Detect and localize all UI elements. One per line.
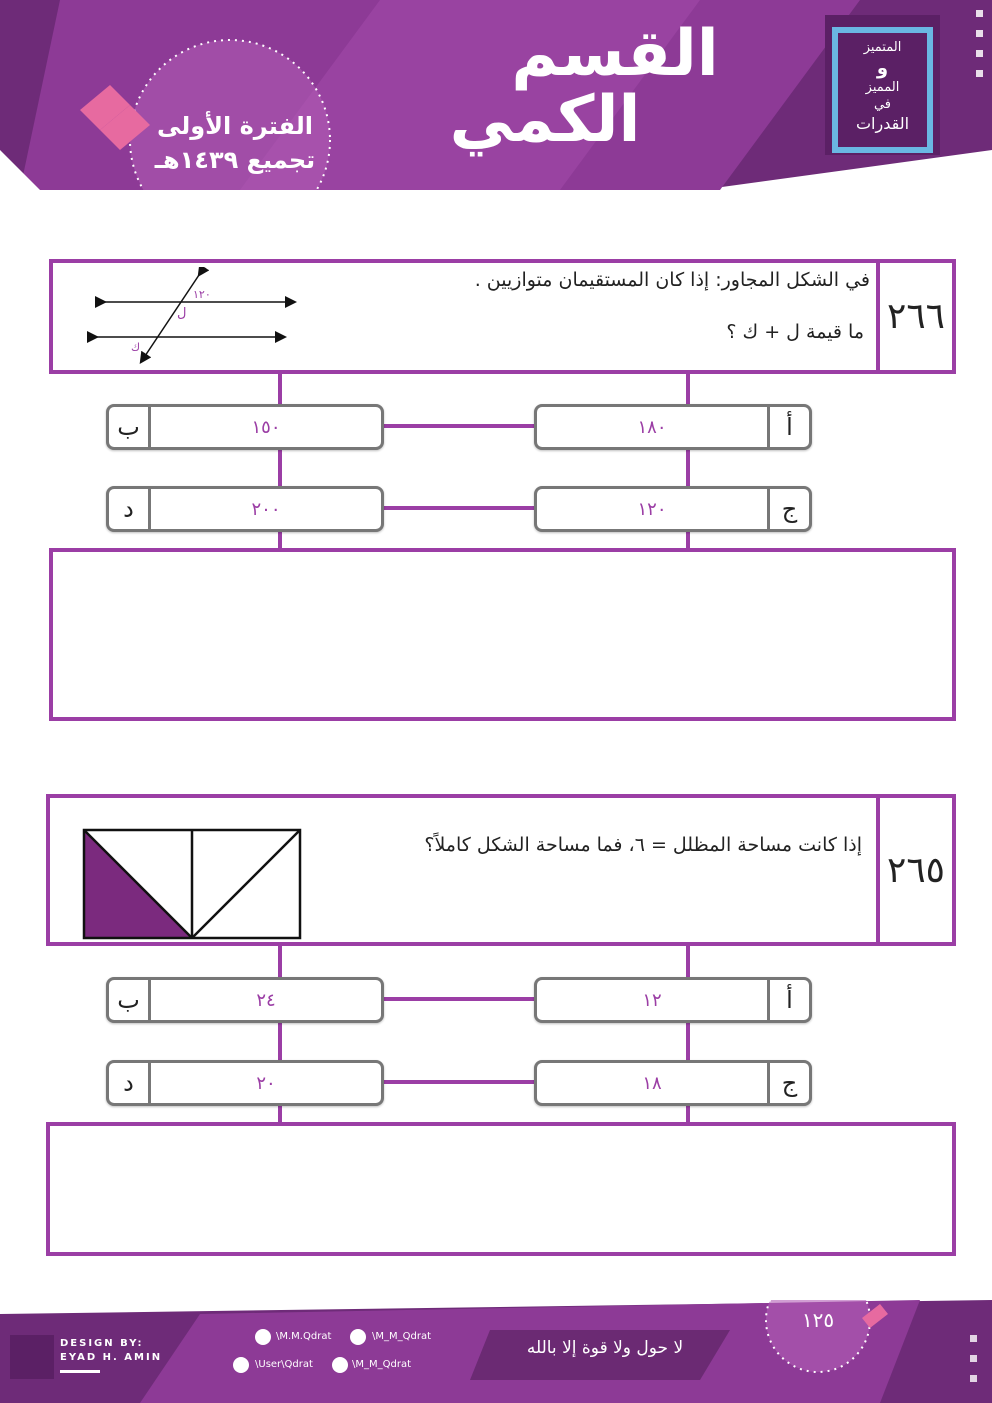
option-a[interactable] <box>534 977 812 1023</box>
site-logo <box>840 40 925 145</box>
answer-area-265[interactable] <box>46 1122 956 1256</box>
option-letter: أ <box>767 407 809 447</box>
logo-and-text: و <box>876 57 889 79</box>
question-266-box <box>49 259 956 374</box>
angle-label-l: ل <box>177 306 187 321</box>
question-text-line1: إذا كانت مساحة المظلل = ٦، فما مساحة الشكل كاملاً؟ <box>424 834 862 856</box>
page-number: ١٢٥ <box>801 1308 835 1332</box>
question-number: ٢٦٥ <box>876 798 952 942</box>
angle-label-120: ١٢٠ <box>193 288 211 301</box>
question-number: ٢٦٦ <box>876 263 952 370</box>
logo-line3: القدرات <box>855 114 910 134</box>
angle-label-k: ك <box>131 341 141 354</box>
option-d[interactable] <box>106 486 384 532</box>
option-value: ١٢٠ <box>637 498 667 520</box>
option-letter: ج <box>767 489 809 529</box>
facebook-handle[interactable]: \M.M.Qdrat <box>276 1331 332 1342</box>
instagram-handle[interactable]: \M_M_Qdrat <box>352 1359 412 1370</box>
page-footer <box>0 1300 992 1403</box>
connector <box>384 1080 536 1084</box>
option-c[interactable] <box>534 1060 812 1106</box>
header-title-line2: الكمي <box>449 83 641 157</box>
rectangle-figure <box>82 828 304 942</box>
option-b[interactable] <box>106 977 384 1023</box>
header-title-line1: القسم <box>511 17 719 91</box>
option-letter: ب <box>109 980 151 1020</box>
option-value: ٢٠٠ <box>251 498 281 520</box>
option-value: ١٨٠ <box>637 416 667 438</box>
header-period: الفترة الأولى <box>156 112 314 140</box>
option-value: ١٢ <box>642 989 662 1011</box>
youtube-handle[interactable]: \User\Qdrat <box>255 1359 313 1370</box>
question-text-line1: في الشكل المجاور: إذا كان المستقيمان متوازيين . <box>474 269 870 291</box>
designer-name: EYAD H. AMIN <box>60 1352 163 1363</box>
question-265-box <box>46 794 956 946</box>
answer-area-266[interactable] <box>49 548 956 721</box>
page-header <box>0 0 992 190</box>
connector <box>384 506 536 510</box>
connector <box>384 424 536 428</box>
logo-line1: المميز <box>865 80 900 96</box>
option-letter: د <box>109 1063 151 1103</box>
option-value: ٢٤ <box>256 989 276 1011</box>
option-value: ١٥٠ <box>251 416 281 438</box>
option-value: ٢٠ <box>256 1072 276 1094</box>
design-by-label: DESIGN BY: <box>60 1338 144 1349</box>
twitter-handle[interactable]: \M_M_Qdrat <box>372 1331 432 1342</box>
connector <box>384 997 536 1001</box>
question-text-line2: ما قيمة ل + ك ؟ <box>726 321 864 343</box>
option-a[interactable] <box>534 404 812 450</box>
calligraphy-text: لا حول ولا قوة إلا بالله <box>526 1338 684 1358</box>
header-collection: تجميع ١٤٣٩هـ <box>154 146 316 174</box>
option-letter: ج <box>767 1063 809 1103</box>
option-value: ١٨ <box>642 1072 662 1094</box>
option-letter: ب <box>109 407 151 447</box>
logo-line2: في <box>873 97 892 113</box>
option-b[interactable] <box>106 404 384 450</box>
option-letter: د <box>109 489 151 529</box>
option-c[interactable] <box>534 486 812 532</box>
logo-top-text: المتميز <box>863 40 902 55</box>
parallel-lines-figure <box>81 267 311 367</box>
option-d[interactable] <box>106 1060 384 1106</box>
option-letter: أ <box>767 980 809 1020</box>
